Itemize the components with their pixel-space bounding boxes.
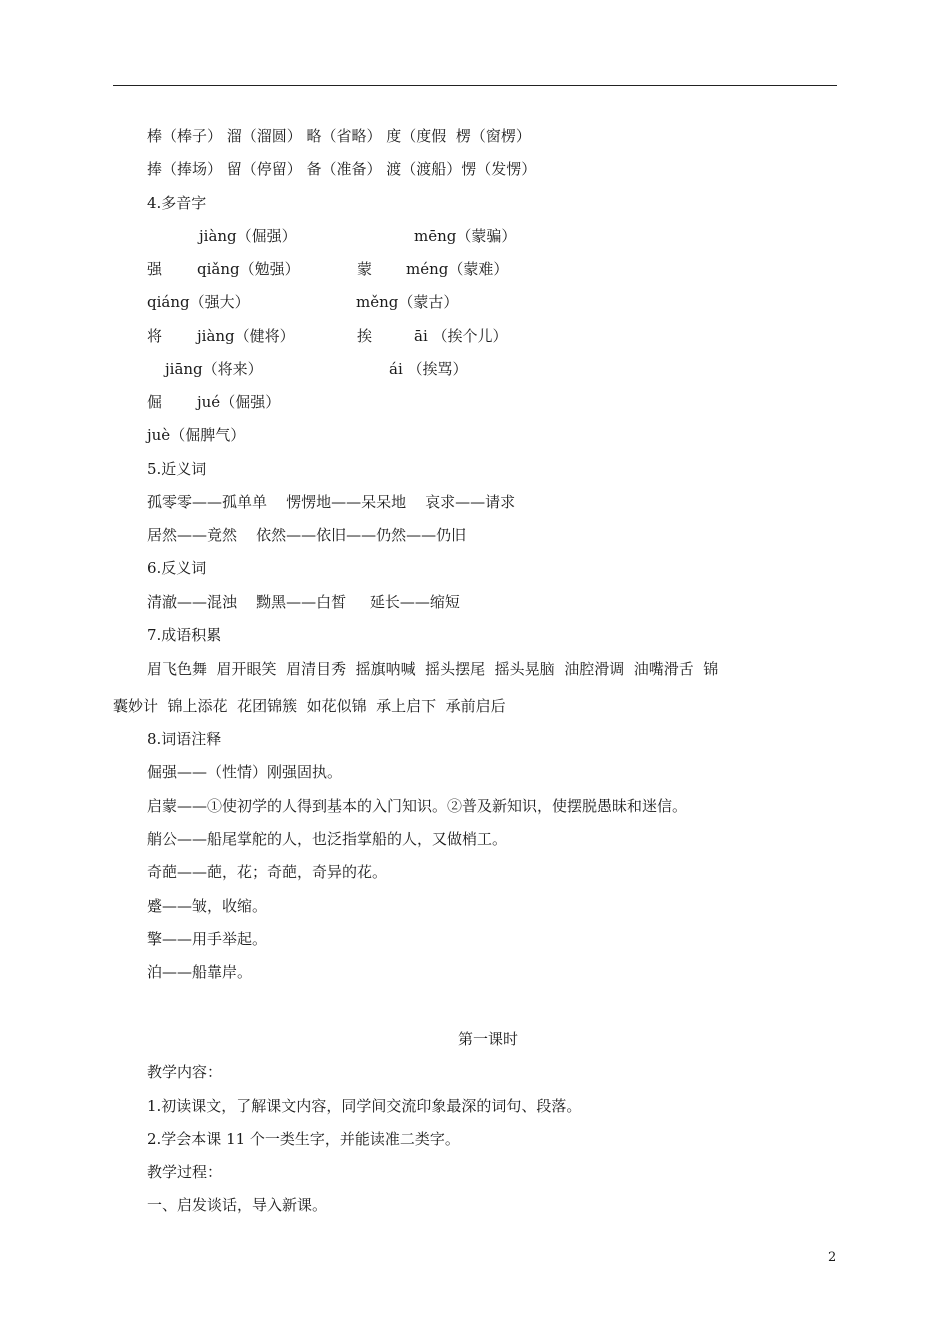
text-line: 眉飞色舞 眉开眼笑 眉清目秀 摇旗呐喊 摇头摆尾 摇头晃脑 油腔滑调 油嘴滑舌 锦 [147,660,719,678]
text-line: 一、启发谈话，导入新课。 [147,1196,328,1214]
pinyin-entry: āi （挨个儿） [414,327,508,345]
text-line: 棒（棒子） 溜（溜圆） 略（省略） 度（度假 楞（窗楞） [147,127,531,145]
char-label: 倔 [147,393,163,411]
text-line: 泊——船靠岸。 [147,963,253,981]
text-line: 1.初读课文，了解课文内容，同学间交流印象最深的词句、段落。 [147,1097,582,1115]
page-number: 2 [828,1250,837,1265]
text-line: 奇葩——葩，花；奇葩，奇异的花。 [147,863,388,881]
text-line: 囊妙计 锦上添花 花团锦簇 如花似锦 承上启下 承前启后 [113,697,506,715]
pinyin-entry: mēng（蒙骗） [414,227,517,245]
pinyin-entry: jiàng（倔强） [199,227,297,245]
pinyin-entry: qiǎng（勉强） [197,260,300,278]
text-line: 教学过程： [147,1163,223,1181]
pinyin-entry: juè（倔脾气） [147,426,246,444]
pinyin-entry: qiáng（强大） [147,293,250,311]
pinyin-entry: jué（倔强） [197,393,281,411]
text-line: 居然——竟然 依然——依旧——仍然——仍旧 [147,526,467,544]
pinyin-entry: jiàng（健将） [197,327,295,345]
section-heading: 5.近义词 [147,460,207,478]
pinyin-entry: méng（蒙难） [406,260,509,278]
char-label: 挨 [357,327,373,345]
lesson-title: 第一课时 [458,1030,519,1048]
pinyin-entry: ái （挨骂） [389,360,468,378]
pinyin-entry: jiāng（将来） [165,360,263,378]
section-heading: 4.多音字 [147,194,207,212]
text-line: 艄公——船尾掌舵的人，也泛指掌船的人，又做梢工。 [147,830,508,848]
text-line: 倔强——（性情）刚强固执。 [147,763,343,781]
section-heading: 7.成语积累 [147,626,222,644]
char-label: 蒙 [357,260,373,278]
text-line: 蹙——皱，收缩。 [147,897,268,915]
pinyin-entry: měng（蒙古） [356,293,459,311]
text-line: 孤零零——孤单单 愣愣地——呆呆地 哀求——请求 [147,493,516,511]
text-line: 擎——用手举起。 [147,930,268,948]
header-rule [113,85,837,86]
section-heading: 6.反义词 [147,559,207,577]
section-heading: 8.词语注释 [147,730,222,748]
char-label: 强 [147,260,163,278]
text-line: 教学内容： [147,1063,223,1081]
text-line: 清澈——混浊 黝黑——白皙 延长——缩短 [147,593,460,611]
text-line: 捧（捧场） 留（停留） 备（准备） 渡（渡船）愣（发愣） [147,160,537,178]
char-label: 将 [147,327,163,345]
text-line: 2.学会本课 11 个一类生字，并能读准二类字。 [147,1130,460,1148]
text-line: 启蒙——①使初学的人得到基本的入门知识。②普及新知识，使摆脱愚昧和迷信。 [147,797,688,815]
